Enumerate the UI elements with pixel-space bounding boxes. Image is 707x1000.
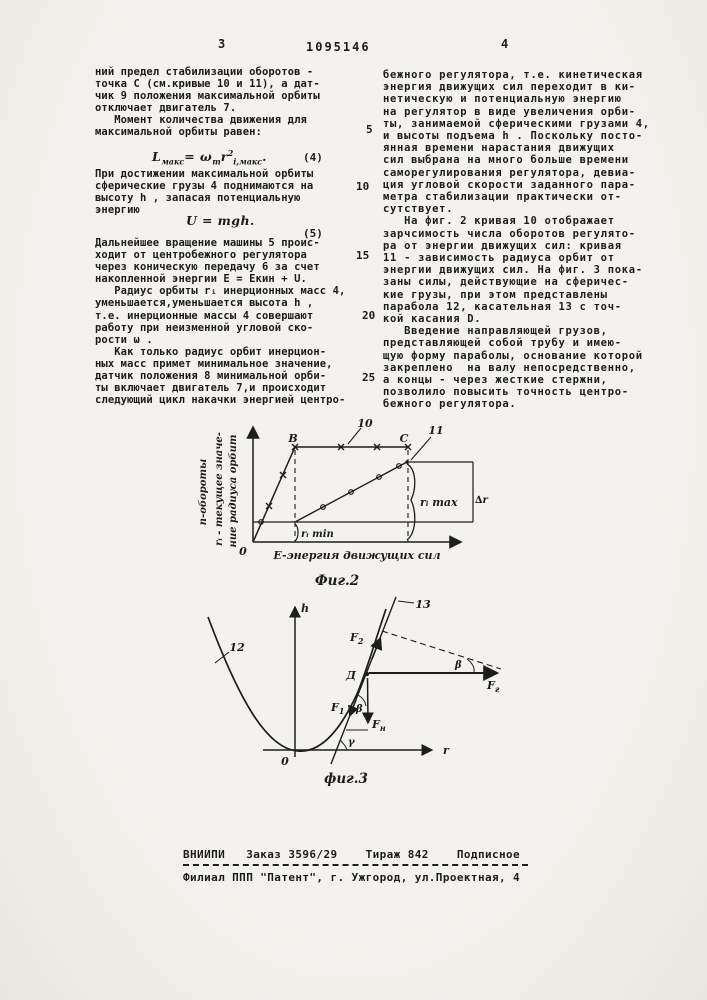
fig2-curve-10-label: 10	[357, 417, 373, 430]
fig3-tangent-label: 13	[415, 598, 431, 611]
formula-4-subscript: макс	[161, 156, 185, 167]
fig3-force-fn-arrow	[368, 678, 369, 722]
formula-5-number: (5)	[303, 227, 323, 240]
footer-imprint-line: ВНИИПИ Заказ 3596/29 Тираж 842 Подписное	[183, 848, 521, 861]
formula-4-term: L	[152, 149, 162, 165]
fig2-y-axis-label-3: ние радиуса орбит	[228, 434, 239, 548]
fig3-force-fg-label: $F_г$	[487, 679, 500, 694]
fig3-origin-label: 0	[281, 755, 289, 768]
fig3-beta-upper-arc	[467, 659, 474, 672]
fig3-dashed-line	[382, 631, 501, 669]
formula-4-term: = ω	[184, 149, 213, 165]
fig2-ri-max-label: rᵢ max	[420, 496, 458, 509]
fig2-delta-r-lines	[407, 462, 473, 522]
fig3-beta-lower-label: β	[356, 704, 363, 715]
line-number-10: 10	[356, 180, 370, 193]
formula-5-expression: U = mgh.	[186, 213, 255, 228]
left-column-paragraph-2: При достижении максимальной орбиты сферические грузы 4 поднимаются на высоту h , запасая потенциальную энергию	[95, 168, 314, 217]
fig3-force-fn-label: $F_н$	[372, 718, 386, 733]
fig2-leader-lines	[348, 428, 431, 460]
left-column-paragraph-3: Дальнейшее вращение машины 5 проис- ходит от центробежного регулятора через коническую передачу 6 за счет накопленной энергии E = Eкин + U. Радиус орбиты rᵢ инерционных масс 4, уменьшается,уменьшается высота h , т.е. инерционные массы 4 совершают работу при неизменной угловой ско- рости ω . Как только радиус орбит инерцион- ных масс примет минимальное значение, датчик положения 8 минимальной орби- ты включает двигатель 7,и происходит следующий цикл накачки энергией центро-	[95, 237, 346, 407]
right-column-text: бежного регулятора, т.е. кинетическая энергия движущих сил переходит в ки- нетическую и потенциальную энергию на регулятор в виде увеличения орби- ты, занимаемой сферическими грузами 4, и высоты подъема h . Поскольку посто- янная времени нарастания движущих сил выбрана на много больше времени саморегулирования регулятора, девиа- ция угловой скорости заданного пара- метра стабилизации практически от- сутствует. На фиг. 2 кривая 10 отображает зарчсимость числа оборотов регулято- ра от энергии движущих сил: кривая 11 - зависимость радиуса орбит от энергии движущих сил. На фиг. 3 пока- заны силы, действующие на сферичес- кие грузы, при этом представлены парабола 12, касательная 13 с точ- кой касания D. Введение направляющей грузов, представляющей собой трубу и имею- щую форму параболы, основание которой закреплено на валу непосредственно, а концы - через жесткие стержни, позволило повысить точность центро- бежного регулятора.	[383, 69, 650, 411]
line-number-15: 15	[356, 249, 370, 262]
patent-number: 1095146	[306, 40, 371, 54]
fig2-curve-10	[253, 447, 408, 542]
formula-4-number: (4)	[303, 151, 323, 164]
fig2-ri-min-label: rᵢ min	[301, 529, 334, 540]
formula-4-term: r	[220, 149, 228, 165]
fig3-gamma-arc	[340, 740, 347, 750]
formula-4-subscript: i,макс	[233, 156, 263, 167]
footer-divider	[183, 864, 528, 866]
column-number-right: 4	[501, 37, 509, 51]
fig3-tangent-13	[331, 597, 396, 764]
fig2-ri-max-brace	[407, 464, 415, 540]
fig3-point-d-label: Д	[346, 669, 356, 682]
fig3-h-axis-label: h	[301, 602, 309, 615]
fig3-caption: фиг.3	[324, 771, 368, 787]
fig3-force-f2-label: $F_2$	[350, 631, 364, 646]
fig2-point-c-label: C	[399, 432, 409, 445]
formula-4-superscript: 2	[227, 148, 234, 158]
formula-5	[186, 213, 255, 228]
fig3-force-f1-label: $F_1$	[331, 701, 345, 716]
formula-4-subscript: m	[212, 156, 221, 167]
fig2-y-axis-label-2: rᵢ - текущее значе-	[214, 432, 225, 546]
formula-4-term: .	[262, 149, 267, 165]
fig2-y-axis-label-1: n-обороты	[198, 458, 209, 526]
fig2-curve-11-label: 11	[428, 424, 444, 437]
footer-address-line: Филиал ППП "Патент", г. Ужгород, ул.Проектная, 4	[183, 871, 521, 884]
fig3-beta-upper-label: β	[455, 660, 462, 671]
fig3-point-d	[365, 672, 369, 676]
line-number-25: 25	[362, 371, 376, 384]
fig2-x-axis-label: E-энергия движущих сил	[273, 549, 441, 562]
fig2-delta-r-label: ∆r	[475, 495, 488, 506]
fig2-origin-label: 0	[239, 545, 247, 558]
line-number-20: 20	[362, 309, 376, 322]
fig2-point-b-label: B	[288, 432, 298, 445]
fig3-gamma-label: γ	[348, 737, 355, 748]
figure-3-graph	[190, 593, 515, 793]
fig3-r-axis-label: r	[443, 744, 449, 757]
formula-4	[152, 148, 267, 167]
line-number-5: 5	[366, 123, 373, 136]
fig2-curve-11	[295, 462, 407, 522]
left-column-paragraph-1: ний предел стабилизации оборотов - точка C (см.кривые 10 и 11), а дат- чик 9 положения максимальной орбиты отключает двигатель 7. Момент количества движения для максимальной орбиты равен:	[95, 66, 320, 139]
fig2-caption: Фиг.2	[314, 573, 360, 589]
figure-2-graph	[185, 412, 500, 590]
fig3-parabola-label: 12	[229, 641, 245, 654]
column-number-left: 3	[218, 37, 226, 51]
